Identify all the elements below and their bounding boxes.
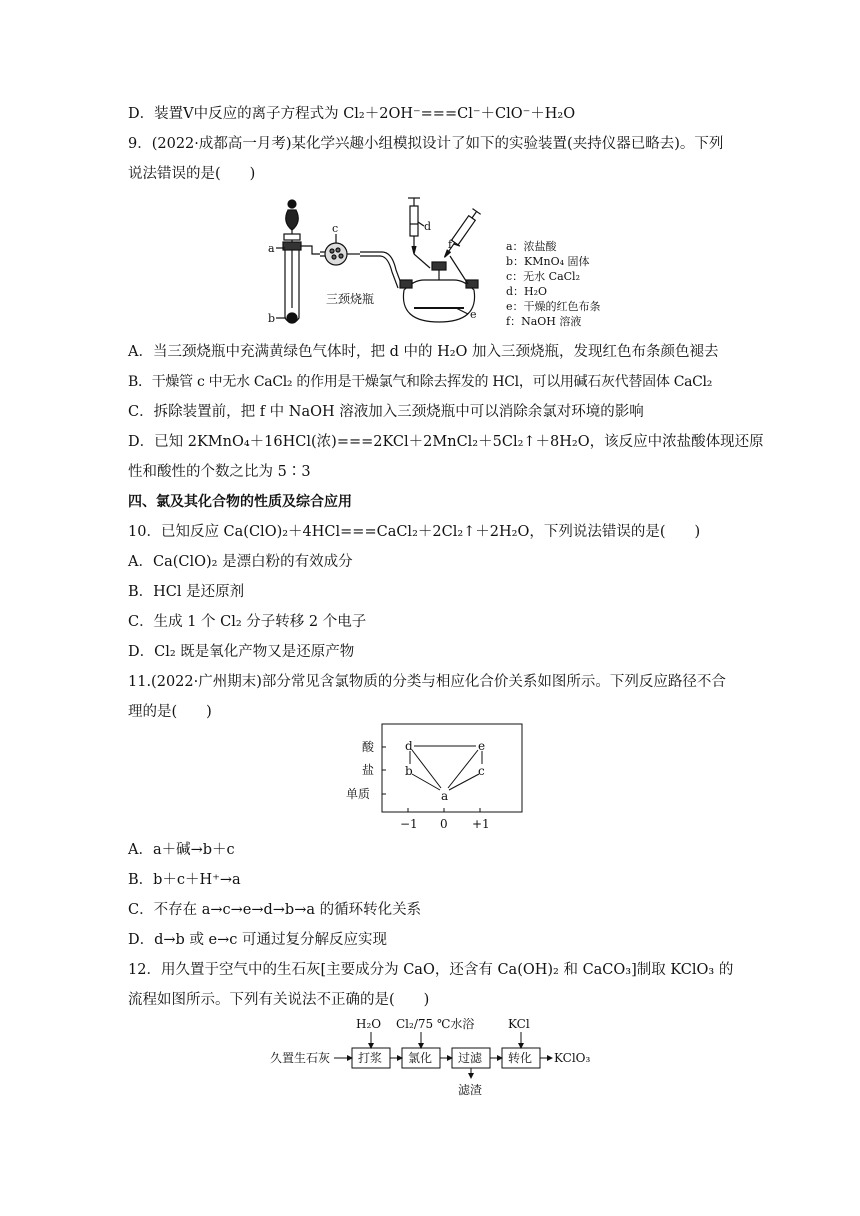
q11-stem-line2: 理的是( ) <box>128 704 212 720</box>
legend-item: b：KMnO₄ 固体 <box>506 255 590 268</box>
flow-product: KClO₃ <box>554 1051 591 1065</box>
point-e: e <box>478 739 486 753</box>
point-c: c <box>478 764 485 778</box>
x-label: +1 <box>472 817 490 831</box>
q9-option-b: B．干燥管 c 中无水 CaCl₂ 的作用是干燥氯气和除去挥发的 HCl，可以用碱石灰代替固体 CaCl₂ <box>128 374 713 390</box>
q9-option-d-line2: 性和酸性的个数之比为 5∶3 <box>128 464 311 480</box>
q8-option-d: D．装置Ⅴ中反应的离子方程式为 Cl₂＋2OH⁻===Cl⁻＋ClO⁻＋H₂O <box>128 106 576 122</box>
x-label: −1 <box>400 817 418 831</box>
q11-valence-diagram <box>346 720 526 836</box>
flow-step: 过滤 <box>458 1051 483 1065</box>
q10-option-c: C．生成 1 个 Cl₂ 分子转移 2 个电子 <box>128 614 367 630</box>
label-flask: 三颈烧瓶 <box>326 292 375 306</box>
flow-start: 久置生石灰 <box>270 1051 331 1065</box>
point-b: b <box>405 764 413 778</box>
q9-option-a: A．当三颈烧瓶中充满黄绿色气体时，把 d 中的 H₂O 加入三颈烧瓶，发现红色布条颜色褪去 <box>128 344 719 360</box>
q9-stem-line2: 说法错误的是( ) <box>128 166 256 182</box>
q10-option-b: B．HCl 是还原剂 <box>128 584 245 600</box>
flow-step: 氯化 <box>408 1051 433 1065</box>
q9-stem-line1: 9．(2022·成都高一月考)某化学兴趣小组模拟设计了如下的实验装置(夹持仪器已略去)。下列 <box>128 136 724 152</box>
label-d: d <box>424 220 432 233</box>
q9-option-d-line1: D．已知 2KMnO₄＋16HCl(浓)===2KCl＋2MnCl₂＋5Cl₂↑＋8H₂O，该反应中浓盐酸体现还原 <box>128 434 764 450</box>
q11-option-b: B．b＋c＋H⁺→a <box>128 872 241 888</box>
q11-option-c: C．不存在 a→c→e→d→b→a 的循环转化关系 <box>128 902 422 918</box>
legend-item: f：NaOH 溶液 <box>506 315 582 328</box>
point-d: d <box>405 739 413 753</box>
y-label: 单质 <box>346 787 371 801</box>
point-a: a <box>441 789 449 803</box>
q12-flowchart <box>268 1014 598 1104</box>
q12-stem-line2: 流程如图所示。下列有关说法不正确的是( ) <box>128 992 430 1008</box>
q9-apparatus-figure <box>264 190 604 335</box>
legend-item: c：无水 CaCl₂ <box>506 270 580 283</box>
flow-step: 打浆 <box>358 1051 383 1065</box>
q9-option-c: C．拆除装置前，把 f 中 NaOH 溶液加入三颈烧瓶中可以消除余氯对环境的影响 <box>128 404 644 420</box>
legend-item: d：H₂O <box>506 285 548 298</box>
q10-option-d: D．Cl₂ 既是氧化产物又是还原产物 <box>128 644 355 660</box>
label-f: f <box>448 238 453 251</box>
legend-item: a：浓盐酸 <box>506 240 557 253</box>
label-b: b <box>268 312 276 325</box>
q11-option-a: A．a＋碱→b＋c <box>128 842 235 858</box>
label-a: a <box>268 242 275 255</box>
x-label: 0 <box>440 817 448 831</box>
flow-step: 转化 <box>508 1051 533 1065</box>
y-label: 盐 <box>362 763 375 777</box>
q11-stem-line1: 11.(2022·广州期末)部分常见含氯物质的分类与相应化合价关系如图所示。下列反应路径不合 <box>128 674 726 690</box>
legend-item: e：干燥的红色布条 <box>506 300 601 313</box>
flow-input: Cl₂/75 ℃水浴 <box>396 1017 475 1031</box>
label-e: e <box>470 308 477 321</box>
y-label: 酸 <box>362 740 375 754</box>
q10-stem: 10．已知反应 Ca(ClO)₂＋4HCl===CaCl₂＋2Cl₂↑＋2H₂O，下列说法错误的是( ) <box>128 524 701 540</box>
section-title: 四、氯及其化合物的性质及综合应用 <box>128 494 352 510</box>
label-c: c <box>332 222 339 235</box>
q12-stem-line1: 12．用久置于空气中的生石灰[主要成分为 CaO，还含有 Ca(OH)₂ 和 CaCO₃]制取 KClO₃ 的 <box>128 962 734 978</box>
flow-residue: 滤渣 <box>458 1083 483 1097</box>
q9-legend <box>506 239 601 328</box>
flow-input: H₂O <box>356 1017 382 1031</box>
flow-input: KCl <box>508 1017 530 1031</box>
q10-option-a: A．Ca(ClO)₂ 是漂白粉的有效成分 <box>128 554 353 570</box>
q11-option-d: D．d→b 或 e→c 可通过复分解反应实现 <box>128 932 388 948</box>
